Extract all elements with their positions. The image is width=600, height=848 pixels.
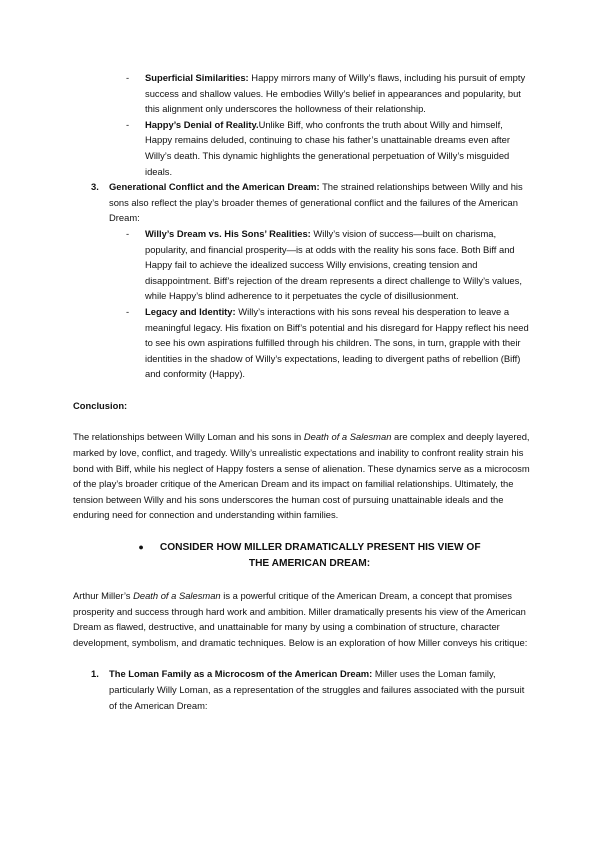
conclusion-title-italic: Death of a Salesman	[303, 431, 392, 443]
bullet-icon: ●	[138, 542, 144, 553]
numbered-item-body: Miller uses the Loman family, particularly Willy Loman, as a representation of the struggles and failures associated with the pursuit of the American Dream:	[109, 668, 525, 711]
item-number: 3.	[91, 181, 99, 193]
list-item-title: Superficial Similarities:	[145, 72, 249, 83]
dash-marker: -	[126, 118, 130, 130]
list-item	[73, 304, 530, 382]
list-item-title: Legacy and Identity:	[145, 305, 236, 317]
dash-marker: -	[126, 305, 130, 317]
intro-text-post: is a powerful critique of the American Dream, a concept that promises prosperity and success through hard work and ambition. Miller dramatically presents his view of the American Dream as flawed, destructive, and unattainable for many by using a combination of structure, character development, symbolism, and dramatic techniques. Below is an exploration of how Miller conveys his critique:	[73, 590, 528, 648]
list-item	[73, 70, 530, 117]
numbered-item-title: The Loman Family as a Microcosm of the American Dream:	[109, 668, 373, 680]
intro-text-pre: Arthur Miller’s	[73, 590, 134, 602]
conclusion-paragraph	[73, 429, 530, 523]
dash-marker: -	[126, 72, 130, 83]
numbered-item-1	[73, 666, 530, 713]
list-item-body: Happy mirrors many of Willy’s flaws, including his pursuit of empty success and shallow values. He embodies Willy’s belief in appearances and popularity, but this alignment only underscores the hollowness of their relationship.	[145, 72, 526, 115]
list-item	[73, 117, 530, 179]
numbered-item-text	[109, 179, 530, 226]
list-item-text	[145, 226, 530, 304]
intro-paragraph	[73, 588, 530, 650]
list-item-text	[145, 70, 530, 117]
list-item-text	[145, 304, 530, 382]
item-number: 1.	[91, 668, 99, 680]
section-heading	[73, 539, 530, 572]
list-item-body: Willy’s interactions with his sons reveal his desperation to leave a meaningful legacy. His fixation on Biff’s potential and his disregard for Happy reflect his need to see his own aspirations fulfilled through his children. The sons, in turn, grapple with their identities in the shadow of Willy’s expectations, leading to divergent paths of rebellion (Biff) and conformity (Happy).	[145, 305, 529, 380]
numbered-item-text	[109, 666, 530, 713]
dash-marker: -	[126, 227, 130, 239]
numbered-item-title: Generational Conflict and the American Dream:	[109, 181, 320, 193]
list-item-body: Willy’s vision of success—built on charisma, popularity, and financial prosperity—is at odds with the reality his sons face. Both Biff and Happy fail to achieve the idealized success Willy envisions, creating tension and disappointment. Biff’s rejection of the dream represents a direct challenge to Willy’s values, while Happy’s blind adherence to it perpetuates the cycle of disillusionment.	[145, 227, 522, 302]
intro-title-italic: Death of a Salesman	[133, 590, 221, 602]
conclusion-heading	[73, 398, 530, 414]
list-item-title: Happy’s Denial of Reality.	[145, 118, 259, 130]
numbered-item-3	[73, 179, 530, 226]
list-item-title: Willy’s Dream vs. His Sons’ Realities:	[145, 227, 311, 239]
conclusion-heading-text: Conclusion:	[73, 399, 128, 411]
list-item-body: Unlike Biff, who confronts the truth about Willy and himself, Happy remains deluded, continuing to chase his father’s unattainable dreams even after Willy’s death. This dynamic highlights the generational perpetuation of Willy’s misguided ideals.	[145, 118, 510, 177]
conclusion-text-pre: The relationships between Willy Loman and his sons in	[73, 431, 304, 443]
numbered-item-body: The strained relationships between Willy and his sons also reflect the play’s broader themes of generational conflict and the failures of the American Dream:	[109, 181, 523, 224]
list-item	[73, 226, 530, 304]
section-heading-text: CONSIDER HOW MILLER DRAMATICALLY PRESENT HIS VIEW OF THE AMERICAN DREAM:	[159, 542, 481, 570]
list-item-text	[145, 117, 530, 179]
conclusion-text-post: are complex and deeply layered, marked by love, conflict, and tragedy. Willy’s unrealistic expectations and inability to confront reality strain his bond with Biff, while his neglect of Happy fosters a sense of alienation. These dynamics serve as a microcosm of the play’s broader critique of the American Dream and its impact on familial relationships. Ultimately, the tension between Willy and his sons underscores the human cost of pursuing unattainable ideals and the enduring need for connection and understanding within families.	[73, 431, 530, 521]
